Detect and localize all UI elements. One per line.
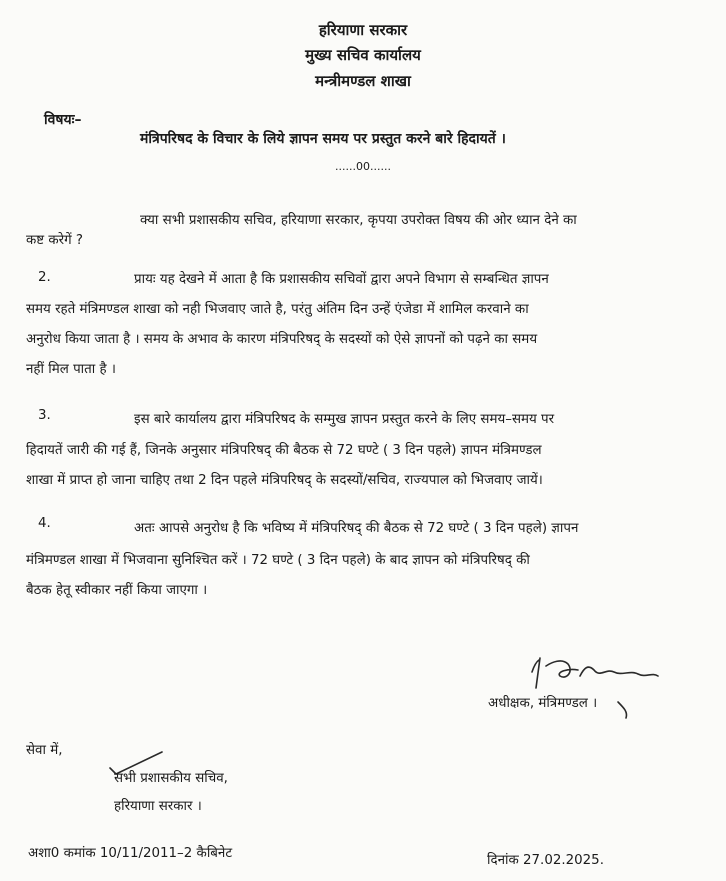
para3-line1: इस बारे कार्यालय द्वारा मंत्रिपरिषद के सम्मुख ज्ञापन प्रस्तुत करने के लिए समय–समय पर [134,412,555,427]
para2-line1: प्रायः यह देखने में आता है कि प्रशासकीय सचिवों द्वारा अपने विभाग से सम्बन्धित ज्ञापन [134,272,549,287]
section-divider: ......00...... [335,160,391,173]
reference-number: अशा0 कमांक 10/11/2011–2 कैबिनेट [28,846,233,861]
recipient-line2: हरियाणा सरकार । [114,799,202,814]
para4-line1: अतः आपसे अनुरोध है कि भविष्य में मंत्रिपरिषद् की बैठक से 72 घण्टे ( 3 दिन पहले) ज्ञापन [134,521,579,536]
para4-number: 4. [38,516,51,531]
para1-line1: क्या सभी प्रशासकीय सचिव, हरियाणा सरकार, कृपया उपरोक्त विषय की ओर ध्यान देने का [140,213,577,228]
para3-number: 3. [38,408,51,423]
subject-text: मंत्रिपरिषद के विचार के लिये ज्ञापन समय पर प्रस्तुत करने बारे हिदायतें । [140,131,506,147]
para4-line3: बैठक हेतू स्वीकार नहीं किया जाएगा । [26,583,208,598]
subject-label: विषयः– [44,112,82,128]
para2-line4: नहीं मिल पाता है । [26,362,116,377]
para2-number: 2. [38,270,51,285]
para3-line3: शाखा में प्राप्त हो जाना चाहिए तथा 2 दिन पहले मंत्रिपरिषद् के सदस्यों/सचिव, राज्यपाल को भिजवाए जायें। [26,473,543,488]
salutation: सेवा में, [26,743,63,758]
para2-line2: समय रहते मंत्रिमण्डल शाखा को नही भिजवाए जाते है, परंतु अंतिम दिन उन्हें एंजेडा में शामिल करवाने का [26,302,529,317]
recipient-line1: सभी प्रशासकीय सचिव, [114,771,228,786]
para2-line3: अनुरोध किया जाता है । समय के अभाव के कारण मंत्रिपरिषद् के सदस्यों को ऐसे ज्ञापनों को पढ़ने का समय [26,332,538,347]
para3-line2: हिदायतें जारी की गई हैं, जिनके अनुसार मंत्रिपरिषद् की बैठक से 72 घण्टे ( 3 दिन पहले) ज्ञापन मंत्रिमण्डल [26,443,542,458]
header-office: मुख्य सचिव कार्यालय [305,46,421,64]
signatory-designation: अधीक्षक, मंत्रिमण्डल । [488,696,598,711]
header-branch: मन्त्रीमण्डल शाखा [315,72,411,90]
document-date: दिनांक 27.02.2025. [487,853,604,868]
header-government: हरियाणा सरकार [318,21,408,39]
para1-line2: कष्ट करेगें ? [26,233,84,248]
para4-line2: मंत्रिमण्डल शाखा में भिजवाना सुनिश्चित करें । 72 घण्टे ( 3 दिन पहले) के बाद ज्ञापन को मंत्रिपरिषद् की [26,553,530,568]
